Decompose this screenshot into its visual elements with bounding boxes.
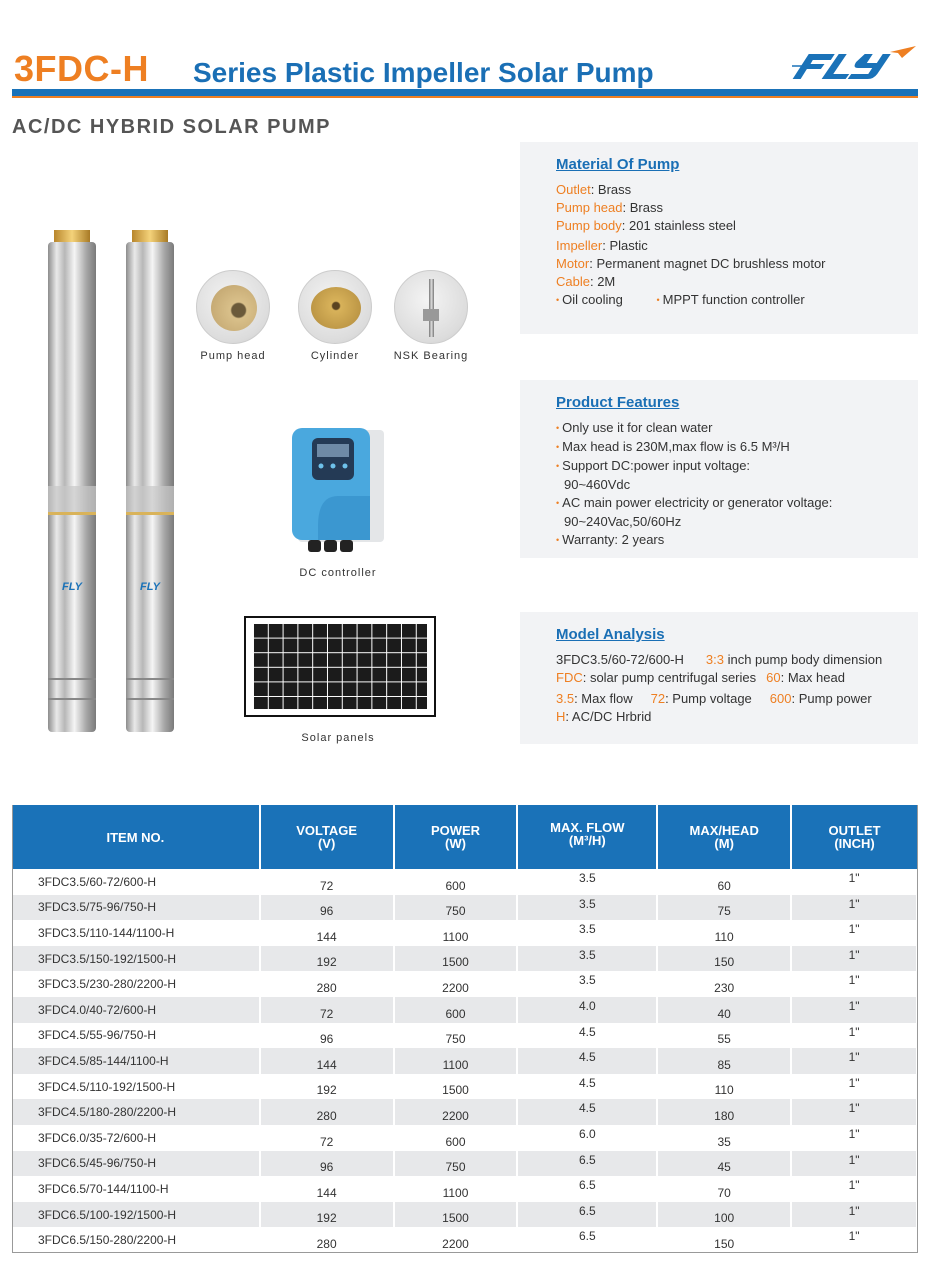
cell-voltage: 280 <box>260 971 394 997</box>
feature-item: 90~240Vac,50/60Hz <box>564 514 682 529</box>
header-rule-orange <box>12 96 918 98</box>
cell-max-flow: 6.5 <box>517 1227 657 1253</box>
table-row <box>12 971 917 997</box>
cell-max-head: 75 <box>657 895 791 921</box>
feature-item: • AC main power electricity or generator voltage: <box>556 495 833 510</box>
cell-voltage: 192 <box>260 1074 394 1100</box>
cell-item-no: 3FDC6.5/150-280/2200-H <box>12 1227 260 1253</box>
cell-max-head: 55 <box>657 1023 791 1049</box>
cell-item-no: 3FDC4.5/85-144/1100-H <box>12 1048 260 1074</box>
model-title: 3FDC-H <box>14 48 149 89</box>
spec-table <box>12 805 918 1253</box>
cell-power: 2200 <box>394 1227 518 1253</box>
cell-power: 1100 <box>394 920 518 946</box>
cell-max-head: 70 <box>657 1176 791 1202</box>
cell-max-head: 100 <box>657 1202 791 1228</box>
features-title: Product Features <box>556 394 680 411</box>
nsk-bearing-caption: NSK Bearing <box>393 350 469 362</box>
table-row <box>12 869 917 895</box>
header-rule-blue <box>12 89 918 96</box>
cell-outlet: 1" <box>791 997 917 1023</box>
cell-voltage: 280 <box>260 1227 394 1253</box>
cell-outlet: 1" <box>791 1176 917 1202</box>
cell-outlet: 1" <box>791 1074 917 1100</box>
cell-item-no: 3FDC6.5/70-144/1100-H <box>12 1176 260 1202</box>
cell-outlet: 1" <box>791 1125 917 1151</box>
cell-power: 2200 <box>394 971 518 997</box>
table-row <box>12 1074 917 1100</box>
cell-item-no: 3FDC3.5/230-280/2200-H <box>12 971 260 997</box>
col-header-max-flow: MAX. FLOW (M³/H) <box>517 805 657 869</box>
table-row <box>12 920 917 946</box>
cell-item-no: 3FDC3.5/110-144/1100-H <box>12 920 260 946</box>
table-row <box>12 997 917 1023</box>
cell-outlet: 1" <box>791 971 917 997</box>
table-row <box>12 1227 917 1253</box>
solar-panels-caption: Solar panels <box>301 732 375 744</box>
cell-voltage: 144 <box>260 1048 394 1074</box>
cell-item-no: 3FDC4.5/55-96/750-H <box>12 1023 260 1049</box>
cell-power: 1100 <box>394 1176 518 1202</box>
cell-max-head: 180 <box>657 1099 791 1125</box>
cell-power: 1500 <box>394 946 518 972</box>
cell-power: 2200 <box>394 1099 518 1125</box>
cell-max-head: 45 <box>657 1151 791 1177</box>
nsk-bearing-image-icon <box>394 270 468 344</box>
cell-outlet: 1" <box>791 895 917 921</box>
cell-max-flow: 6.5 <box>517 1176 657 1202</box>
cell-power: 600 <box>394 1125 518 1151</box>
cell-max-head: 35 <box>657 1125 791 1151</box>
cell-outlet: 1" <box>791 1202 917 1228</box>
cell-item-no: 3FDC4.0/40-72/600-H <box>12 997 260 1023</box>
cell-item-no: 3FDC3.5/75-96/750-H <box>12 895 260 921</box>
cell-outlet: 1" <box>791 1227 917 1253</box>
cell-voltage: 72 <box>260 869 394 895</box>
table-row <box>12 1023 917 1049</box>
cell-voltage: 144 <box>260 920 394 946</box>
cell-outlet: 1" <box>791 946 917 972</box>
series-title: Series Plastic Impeller Solar Pump <box>193 57 654 88</box>
fly-logo-icon <box>790 44 920 84</box>
pump-image-icon <box>46 228 98 738</box>
cell-power: 1500 <box>394 1202 518 1228</box>
cell-max-head: 60 <box>657 869 791 895</box>
cell-max-head: 150 <box>657 946 791 972</box>
cell-max-flow: 4.5 <box>517 1048 657 1074</box>
table-header-row <box>12 805 917 869</box>
solar-panel-image-icon <box>244 616 436 717</box>
dc-controller-caption: DC controller <box>299 567 377 579</box>
cell-max-flow: 6.0 <box>517 1125 657 1151</box>
cylinder-caption: Cylinder <box>310 350 360 362</box>
cell-power: 1500 <box>394 1074 518 1100</box>
cell-max-head: 230 <box>657 971 791 997</box>
cell-max-flow: 4.5 <box>517 1023 657 1049</box>
cell-max-head: 40 <box>657 997 791 1023</box>
material-motor: Motor: Permanent magnet DC brushless motor <box>556 256 826 271</box>
cell-voltage: 96 <box>260 895 394 921</box>
cell-item-no: 3FDC6.0/35-72/600-H <box>12 1125 260 1151</box>
cell-max-head: 110 <box>657 1074 791 1100</box>
cell-item-no: 3FDC6.5/100-192/1500-H <box>12 1202 260 1228</box>
svg-text:FLY: FLY <box>140 581 160 593</box>
model-analysis-line: FDC: solar pump centrifugal series 60: Max head <box>556 670 845 685</box>
feature-item: • Max head is 230M,max flow is 6.5 M³/H <box>556 439 790 454</box>
cell-item-no: 3FDC3.5/60-72/600-H <box>12 869 260 895</box>
table-row <box>12 1176 917 1202</box>
cell-outlet: 1" <box>791 1048 917 1074</box>
cylinder-image-icon <box>298 270 372 344</box>
feature-item: • Warranty: 2 years <box>556 532 665 547</box>
material-impeller: Impeller: Plastic <box>556 238 648 253</box>
model-analysis-title: Model Analysis <box>556 626 665 643</box>
feature-item: 90~460Vdc <box>564 477 631 492</box>
cell-max-flow: 4.5 <box>517 1099 657 1125</box>
cell-voltage: 96 <box>260 1151 394 1177</box>
cell-item-no: 3FDC4.5/180-280/2200-H <box>12 1099 260 1125</box>
cell-voltage: 72 <box>260 1125 394 1151</box>
page-subtitle: AC/DC HYBRID SOLAR PUMP <box>12 116 331 138</box>
cell-outlet: 1" <box>791 1023 917 1049</box>
pump-head-caption: Pump head <box>200 350 266 362</box>
material-pump-head: Pump head: Brass <box>556 200 663 215</box>
table-row <box>12 1099 917 1125</box>
cell-power: 600 <box>394 869 518 895</box>
cell-power: 600 <box>394 997 518 1023</box>
col-header-voltage: VOLTAGE (V) <box>260 805 394 869</box>
cell-max-flow: 3.5 <box>517 920 657 946</box>
cell-power: 750 <box>394 895 518 921</box>
col-header-item-no: ITEM NO. <box>12 805 260 869</box>
model-analysis-line: 3FDC3.5/60-72/600-H 3:3 inch pump body dimension <box>556 652 883 667</box>
model-analysis-line: H: AC/DC Hrbrid <box>556 709 652 724</box>
cell-item-no: 3FDC3.5/150-192/1500-H <box>12 946 260 972</box>
cell-voltage: 192 <box>260 1202 394 1228</box>
dc-controller-image-icon <box>286 426 386 556</box>
cell-max-flow: 4.0 <box>517 997 657 1023</box>
cell-power: 750 <box>394 1151 518 1177</box>
cell-item-no: 3FDC4.5/110-192/1500-H <box>12 1074 260 1100</box>
cell-outlet: 1" <box>791 1099 917 1125</box>
feature-item: • Only use it for clean water <box>556 420 713 435</box>
cell-max-flow: 3.5 <box>517 869 657 895</box>
material-panel <box>520 142 918 334</box>
table-row <box>12 1048 917 1074</box>
material-pump-body: Pump body: 201 stainless steel <box>556 218 736 233</box>
table-row <box>12 895 917 921</box>
cell-max-flow: 4.5 <box>517 1074 657 1100</box>
material-extras: • Oil cooling • MPPT function controller <box>556 292 805 307</box>
cell-power: 1100 <box>394 1048 518 1074</box>
cell-voltage: 144 <box>260 1176 394 1202</box>
cell-voltage: 280 <box>260 1099 394 1125</box>
table-row <box>12 1125 917 1151</box>
cell-voltage: 72 <box>260 997 394 1023</box>
cell-max-flow: 6.5 <box>517 1202 657 1228</box>
col-header-power: POWER (W) <box>394 805 518 869</box>
material-outlet: Outlet: Brass <box>556 182 632 197</box>
cell-max-head: 150 <box>657 1227 791 1253</box>
cell-voltage: 192 <box>260 946 394 972</box>
material-cable: Cable: 2M <box>556 274 616 289</box>
cell-max-head: 85 <box>657 1048 791 1074</box>
cell-outlet: 1" <box>791 1151 917 1177</box>
features-panel <box>520 380 918 558</box>
pump-image-icon <box>124 228 176 738</box>
table-row <box>12 1151 917 1177</box>
cell-max-flow: 3.5 <box>517 946 657 972</box>
col-header-outlet: OUTLET (INCH) <box>791 805 917 869</box>
pump-head-image-icon <box>196 270 270 344</box>
cell-outlet: 1" <box>791 869 917 895</box>
cell-max-head: 110 <box>657 920 791 946</box>
svg-text:FLY: FLY <box>62 581 82 593</box>
cell-outlet: 1" <box>791 920 917 946</box>
cell-max-flow: 6.5 <box>517 1151 657 1177</box>
cell-max-flow: 3.5 <box>517 971 657 997</box>
table-row <box>12 946 917 972</box>
cell-power: 750 <box>394 1023 518 1049</box>
cell-voltage: 96 <box>260 1023 394 1049</box>
model-analysis-panel <box>520 612 918 744</box>
cell-max-flow: 3.5 <box>517 895 657 921</box>
col-header-max-head: MAX/HEAD (M) <box>657 805 791 869</box>
cell-item-no: 3FDC6.5/45-96/750-H <box>12 1151 260 1177</box>
material-title: Material Of Pump <box>556 156 680 173</box>
model-analysis-line: 3.5: Max flow 72: Pump voltage 600: Pump power <box>556 691 872 706</box>
table-row <box>12 1202 917 1228</box>
feature-item: • Support DC:power input voltage: <box>556 458 751 473</box>
